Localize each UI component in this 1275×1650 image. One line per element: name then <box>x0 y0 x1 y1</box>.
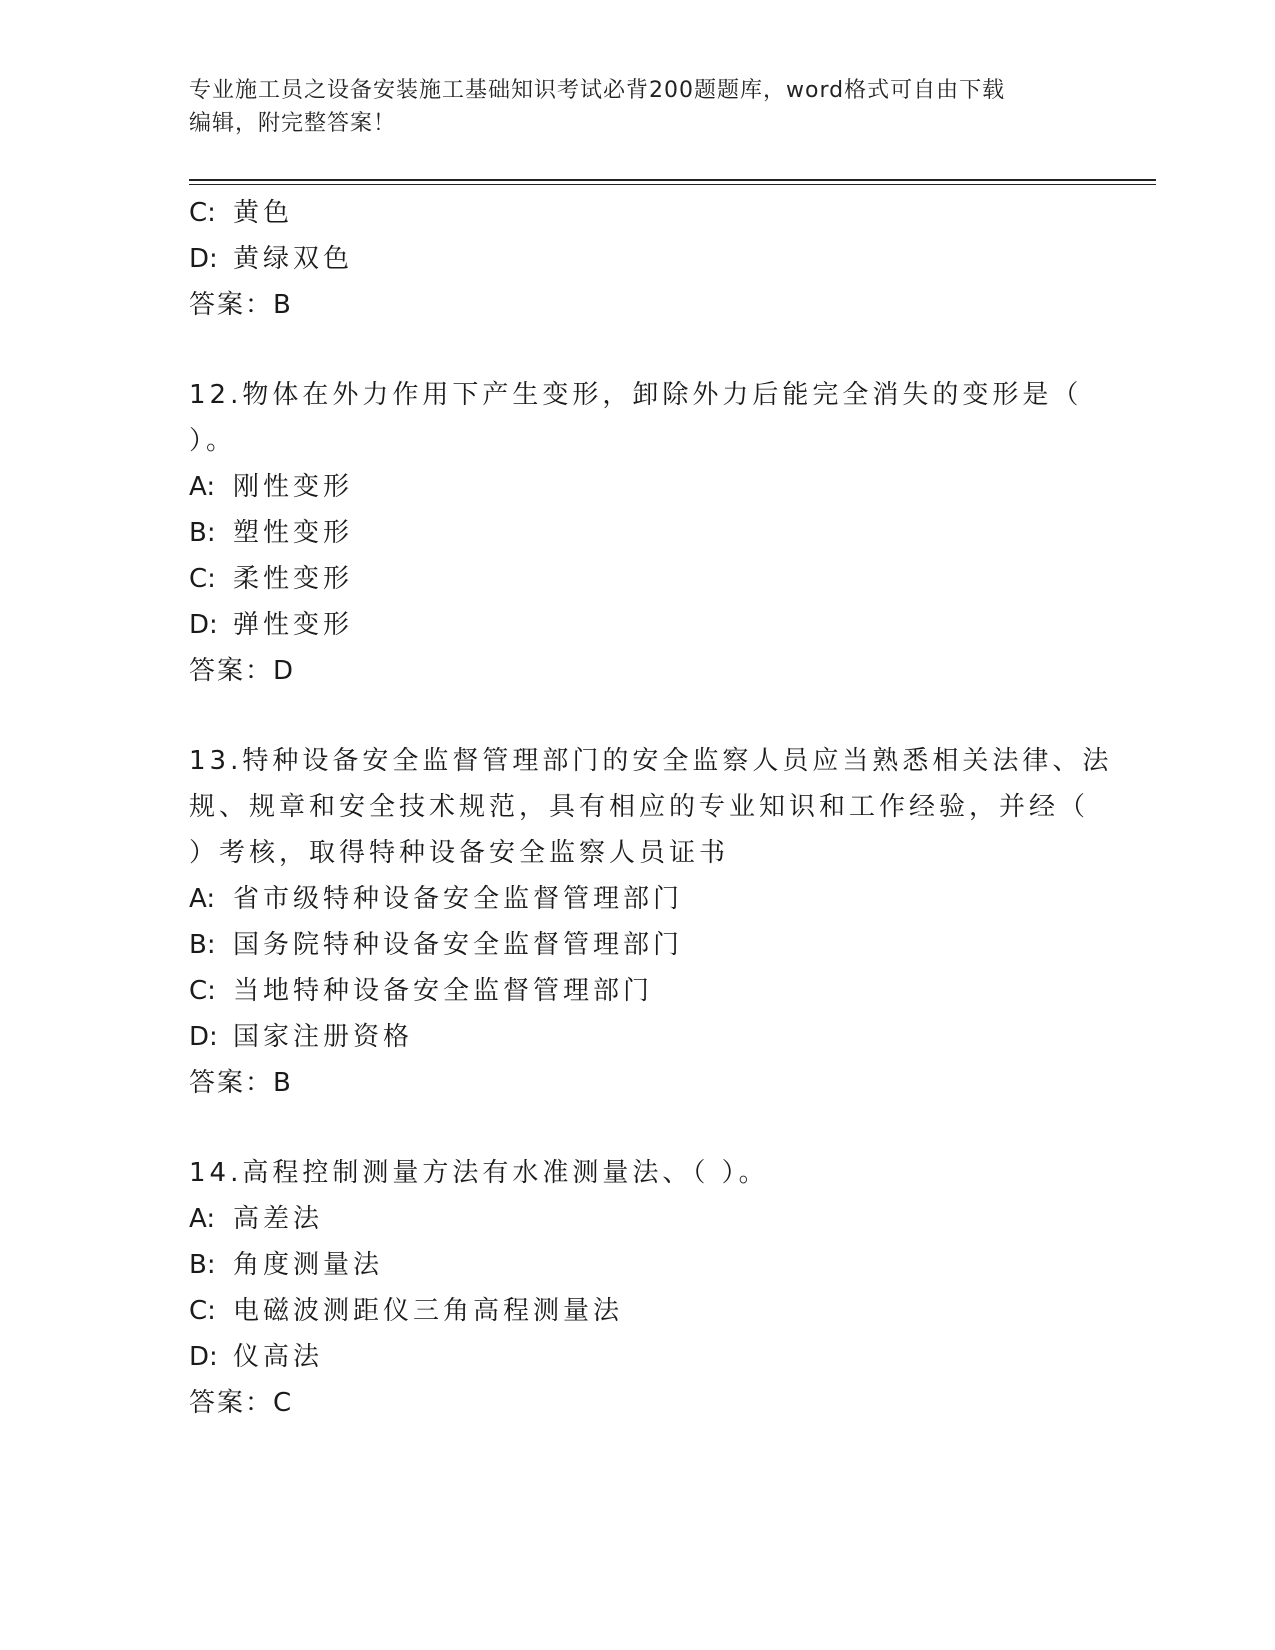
header-divider-thick <box>189 179 1156 181</box>
option-c <box>189 556 1089 602</box>
option-c <box>189 1288 1089 1334</box>
option-letter: A: <box>189 472 216 502</box>
question-13 <box>189 738 1113 1106</box>
question-stem-line: ）考核，取得特种设备安全监察人员证书 <box>189 838 730 868</box>
answer-line: 答案：B <box>189 1068 293 1098</box>
option-letter: A: <box>189 1204 216 1234</box>
option-letter: C: <box>189 564 216 594</box>
option-text: 弹性变形 <box>233 610 354 640</box>
option-d <box>189 602 1089 648</box>
option-letter: C: <box>189 976 216 1006</box>
option-text: 国务院特种设备安全监督管理部门 <box>233 930 684 960</box>
option-letter: D: <box>189 610 218 640</box>
option-letter: C: <box>189 198 216 228</box>
option-a <box>189 1196 1089 1242</box>
option-letter: D: <box>189 244 218 274</box>
option-text: 省市级特种设备安全监督管理部门 <box>233 884 684 914</box>
option-d <box>189 1334 1089 1380</box>
option-letter: B: <box>189 930 216 960</box>
option-letter: C: <box>189 1296 216 1326</box>
option-text: 柔性变形 <box>233 564 354 594</box>
option-text: 刚性变形 <box>233 472 354 502</box>
question-content <box>189 190 1113 1426</box>
option-b <box>189 510 1089 556</box>
option-c <box>189 968 1089 1014</box>
option-b <box>189 1242 1089 1288</box>
option-text: 黄色 <box>233 198 294 228</box>
question-stem-line: 13.特种设备安全监督管理部门的安全监察人员应当熟悉相关法律、法 <box>189 746 1113 776</box>
partial-question <box>189 190 1089 328</box>
option-letter: D: <box>189 1022 218 1052</box>
option-c <box>189 190 1089 236</box>
question-stem-line: 规、规章和安全技术规范，具有相应的专业知识和工作经验，并经（ <box>189 792 1090 822</box>
option-a <box>189 876 1089 922</box>
question-stem-line: 12.物体在外力作用下产生变形，卸除外力后能完全消失的变形是（ <box>189 380 1083 410</box>
option-text: 当地特种设备安全监督管理部门 <box>233 976 654 1006</box>
option-letter: B: <box>189 1250 216 1280</box>
option-d <box>189 1014 1089 1060</box>
option-letter: B: <box>189 518 216 548</box>
option-d <box>189 236 1089 282</box>
option-text: 黄绿双色 <box>233 244 354 274</box>
question-stem-line: ）。 <box>189 426 237 456</box>
answer-line: 答案：D <box>189 656 296 686</box>
answer-line: 答案：C <box>189 1388 294 1418</box>
question-12 <box>189 372 1089 694</box>
question-stem-line: 14.高程控制测量方法有水准测量法、（ ）。 <box>189 1158 769 1188</box>
option-text: 国家注册资格 <box>233 1022 414 1052</box>
option-text: 仪高法 <box>233 1342 324 1372</box>
option-text: 角度测量法 <box>233 1250 384 1280</box>
option-text: 高差法 <box>233 1204 324 1234</box>
option-text: 电磁波测距仪三角高程测量法 <box>233 1296 624 1326</box>
option-b <box>189 922 1089 968</box>
option-letter: A: <box>189 884 216 914</box>
option-text: 塑性变形 <box>233 518 354 548</box>
document-header <box>189 74 1089 140</box>
option-letter: D: <box>189 1342 218 1372</box>
header-divider-thin <box>189 184 1156 185</box>
question-14 <box>189 1150 1089 1426</box>
option-a <box>189 464 1089 510</box>
answer-line: 答案：B <box>189 290 293 320</box>
header-line-2: 编辑，附完整答案！ <box>189 111 397 136</box>
header-line-1: 专业施工员之设备安装施工基础知识考试必背200题题库，word格式可自由下载 <box>189 78 1006 103</box>
